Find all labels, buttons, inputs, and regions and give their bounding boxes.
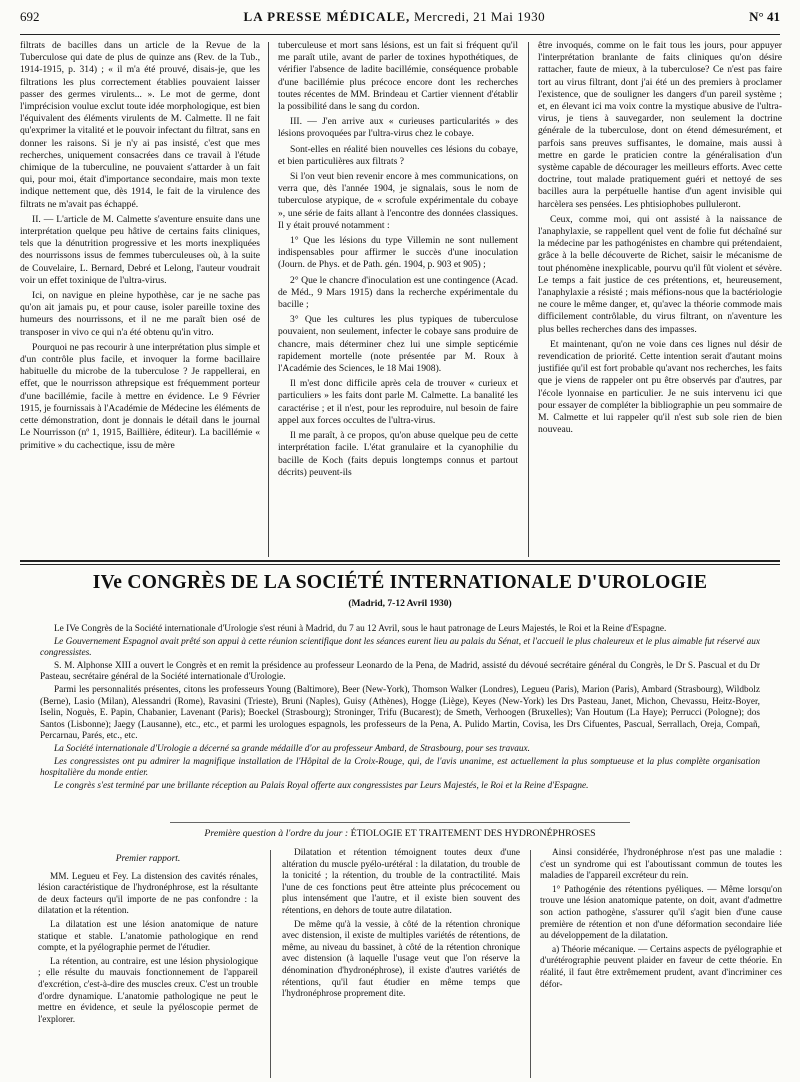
agenda-question <box>20 828 780 839</box>
congress-dates: (Madrid, 7-12 Avril 1930) <box>348 599 452 609</box>
congress-title: IVe CONGRÈS DE LA SOCIÉTÉ INTERNATIONALE D'UROLOGIE <box>92 572 708 593</box>
section-rule <box>170 822 630 823</box>
paragraph: Le IVe Congrès de la Société internationale d'Urologie s'est réuni à Madrid, du 7 au 12 Avril, sous le haut patronage de Leurs Majestés, le Roi et la Reine d'Espagne. <box>54 624 667 634</box>
paragraph: Et maintenant, qu'on ne voie dans ces lignes nul désir de revendication de priorité. Cette intention serait d'autant moins justifiée qu'il est fort probable qu'avant nos recherches, les faits que je viens de rappeler ont pu être observés par d'autres, par l'école lyonnaise en particulier. Je ne suis intervenu ici que pour essayer de compléter la bibliographie un peu sommaire de M. Calmette et lui rappeler qu'il n'est sub sole rien de bien nouveau. <box>538 338 782 436</box>
paragraph: Le Gouvernement Espagnol avait prêté son appui à cette réunion scientifique dont les séances eurent lieu au palais du Sénat, et l'accueil le plus chaleureux et le plus aimable fut réservé aux congressistes. <box>40 636 760 659</box>
question-title: ÉTIOLOGIE ET TRAITEMENT DES HYDRONÉPHROSES <box>350 828 596 839</box>
article-column-3 <box>538 40 782 558</box>
paragraph: III. — J'en arrive aux « curieuses particularités » des lésions provoquées par l'ultra-virus chez le cobaye. <box>278 116 518 140</box>
paragraph: La rétention, au contraire, est une lésion physiologique ; elle résulte du mauvais fonctionnement de l'appareil d'excrétion, c'est-à-dire des muscles creux. C'est un trouble d'ordre dynamique. L'anatomie pathologique ne peut le mettre en évidence, et seule la pyéloscopie permet de l'explorer. <box>38 956 258 1025</box>
paragraph: La Société internationale d'Urologie a décerné sa grande médaille d'or au professeur Ambard, de Strasbourg, pour ses travaux. <box>54 743 531 754</box>
header-rule <box>20 34 780 35</box>
issue-date: Mercredi, 21 Mai 1930 <box>414 9 546 24</box>
paragraph: Pourquoi ne pas recourir à une interprétation plus simple et d'un contrôle plus facile, et invoquer la forme bacillaire habituelle du microbe de la tuberculose ? Je rappellerai, en effet, que le nourrisson athrepsique est fréquemment porteur d'une bacillémie, facile à mettre en évidence. Le 9 Février 1915, je fournissais à l'Académie de Médecine les éléments de cette démonstration, dont je donnais le détail dans le journal Le Nourrisson (nº 1, 1915, Baillière, éditeur). La bacillémie « primitive » du cachectique, issu de mère <box>20 341 260 451</box>
paragraph: être invoqués, comme on le fait tous les jours, pour appuyer l'interprétation branlante de faits cliniques qu'on désire rattacher, faute de mieux, à la tuberculose? Ce n'est pas faire tort au virus filtrant, dont j'ai été un des premiers à proclamer l'existence, que de souligner les dangers d'un pareil système ; et, en élevant ici ma voix contre la mystique abusive de l'ultra-virus, je tiens à sauvegarder, non seulement la doctrine générale de la tuberculose, dont on étend démesurément, et parfois sans preuves suffisantes, le domaine, mais aussi à mettre en garde le praticien contre la généralisation d'un système capable de décourager les meilleurs efforts. Avec cette doctrine, tout malade pratiquement guéri et nettoyé de ses bacilles aura la perpétuelle hantise d'un agent invisible qui harcèlera ses pensées. Les phtisiophobes pulluleront. <box>538 40 782 210</box>
question-lead: Première question à l'ordre du jour : <box>204 828 349 839</box>
paragraph: De même qu'à la vessie, à côté de la rétention chronique avec distension, il existe de multiples variétés de rétentions, de même, au niveau du bassinet, à côté de la rétention chronique avec distension (à laquelle l'usage veut que l'on réserve la dénomination d'hydronéphrose), il existe d'autres variétés de rétentions, qu'il faut étudier en même temps que l'hydronéphrose proprement dite. <box>282 919 520 1000</box>
paragraph: II. — L'article de M. Calmette s'aventure ensuite dans une interprétation quelque peu hâtive de certains faits cliniques, tels que la dénutrition progressive et les morts inexpliquées des nourrissons issus de femmes tuberculeuses où, à la suite de Couvelaire, L. Bernard, Debré et Lelong, l'auteur voudrait voir un effet toxinique de l'ultra-virus. <box>20 213 260 286</box>
running-header <box>20 0 780 34</box>
report-body <box>20 848 782 1078</box>
article-column-1 <box>20 40 260 558</box>
paragraph: S. M. Alphonse XIII a ouvert le Congrès et en remit la présidence au professeur Leonardo de la Pena, de Madrid, assisté du dévoué secrétaire général du Congrès, le Dr S. Pascual et du Dr Pasteau, secrétaire général de la Société internationale d'Urologie. <box>40 660 760 683</box>
column-divider <box>268 42 269 557</box>
paragraph: tuberculeuse et mort sans lésions, est un fait si fréquent qu'il me paraît utile, avant de parler de toxines hypothétiques, de vérifier l'absence de ladite bacillémie, conséquence probable d'une bacillémie plus précoce encore dont les recherches toutes récentes de MM. Brindeau et Cartier viennent d'établir la possibilité dans le sang du cordon. <box>278 40 518 113</box>
column-divider <box>528 42 529 557</box>
paragraph: Il me paraît, à ce propos, qu'on abuse quelque peu de cette interprétation facile. L'état granulaire et la cyanophilie du bacille de Koch (faits depuis longtemps connus et partout décrits) peuvent-ils <box>278 430 518 478</box>
journal-title <box>244 9 546 25</box>
paragraph: 2° Que le chancre d'inoculation est une contingence (Acad. de Méd., 9 Mars 1915) dans la recherche expérimentale du bacille ; <box>278 274 518 311</box>
paragraph: Parmi les personnalités présentes, citons les professeurs Young (Baltimore), Beer (New-York), Thomson Walker (Londres), Legueu (Paris), Marion (Paris), Ambard (Strasbourg), Wildbolz (Berne), Lasio (Milan), Alessandri (Rome), Ravasini (Trieste), Bruni (Naples), Guisy (Athènes), Hogge (Liège), Keyes (New-York) les Drs Pasteau, Janet, Michon, Chevassu, Heitz-Boyer, Iselin, Noguès, E. Papin, Chabanier, Lavenant (Paris); Boeckel (Strasbourg); Stroninger, Trifu (Bucarest); de Smeth, Verhoogen (Bruxelles); Van Houtum (La Haye); Perrucci (Pologne); dos Santos (Lisbonne); Jaegy (Lausanne), etc., etc., et parmi les urologues espagnols, les professeurs de la Pena, A. Pulido Martin, Covisa, les Drs Cifuentes, Pascual, Serrallach, Oreja, Compañ, Percarnau, Parés, etc., etc. <box>40 684 760 742</box>
paragraph: Il m'est donc difficile après cela de trouver « curieux et particuliers » les faits dont parle M. Calmette. La banalité les caractérise ; et il n'est, pour les reproduire, nul besoin de faire appel aux forces occultes de l'ultra-virus. <box>278 378 518 426</box>
column-divider <box>270 850 271 1078</box>
paragraph: La dilatation est une lésion anatomique de nature statique et stable. L'anatomie pathologique en rend compte, et la pyélographie permet de l'étudier. <box>38 919 258 954</box>
paragraph: Sont-elles en réalité bien nouvelles ces lésions du cobaye, et bien particulières aux filtrats ? <box>278 143 518 167</box>
paragraph: filtrats de bacilles dans un article de la Revue de la Tuberculose qui date de plus de quinze ans (Rev. de la Tub., 1914-1915, p. 314) ; « il m'a été prouvé, disais-je, que les filtrations les plus correctement établies pouvaient laisser passer des germes virulents... ». Le mot de germe, dont l'imprécision voulue exclut toute idée morphologique, est bien l'équivalent des éléments virulents de M. Calmette. Il ne fait qu'exprimer la vitalité et le pouvoir infectant du filtrat, sans en donner les raisons. Si je n'y ai pas insisté, c'est que mes recherches, uniquement consacrées dans ce travail à l'étude chimique de la tuberculine, ne pouvaient s'attarder à un fait qui, pour moi, était d'importance secondaire, mais mon texte indique nettement que, dès 1914, le fait de la virulence des filtrats ne m'avait pas échappé. <box>20 40 260 210</box>
article-column-2 <box>278 40 518 558</box>
paragraph: a) Théorie mécanique. — Certains aspects de pyélographie et d'urétérographie peuvent plaider en faveur de cette théorie. En réalité, il faut être extrêmement prudent, avant d'incriminer ces défor- <box>540 944 782 990</box>
paragraph: 1° Pathogénie des rétentions pyéliques. — Même lorsqu'on trouve une lésion anatomique patente, on doit, avant d'admettre son action pathogène, s'assurer qu'il s'agit bien d'une cause première de rétention et non d'une déformation secondaire liée au développement de la dilatation. <box>540 884 782 942</box>
paragraph: Le congrès s'est terminé par une brillante réception au Palais Royal offerte aux congressistes par Leurs Majestés, le Roi et la Reine d'Espagne. <box>54 780 589 791</box>
paragraph: Ceux, comme moi, qui ont assisté à la naissance de l'anaphylaxie, se rappellent quel vent de folie fut déchaîné sur la médecine par les pathogénistes en chambre qui prétendaient, grâce à la belle découverte de Richet, saisir le mécanisme de tout phénomène inexplicable, pourvu qu'il fût violent et sévère. Le temps a fait justice de ces prétentions, et, heureusement, l'anaphylaxie a résisté ; mais méfions-nous que la bactériologie ne coure le même danger, et, qu'avec la théorie commode mais difficilement contrôlable, du virus filtrant, on n'aventure les plus belles recherches dans des impasses. <box>538 213 782 335</box>
report-heading: Premier rapport. <box>115 854 181 864</box>
report-column-3 <box>540 848 782 1078</box>
journal-name: LA PRESSE MÉDICALE, <box>243 9 411 24</box>
congress-report <box>40 624 760 820</box>
report-column-2 <box>282 848 520 1078</box>
issue-number: N° 41 <box>749 9 780 24</box>
paragraph: MM. Legueu et Fey. La distension des cavités rénales, lésion caractéristique de l'hydronéphrose, est la résultante de deux facteurs qu'il importe de ne pas confondre : la dilatation et la rétention. <box>38 871 258 917</box>
paragraph: 3° Que les cultures les plus typiques de tuberculose pouvaient, non seulement, infecter le cobaye sans produire de chancre, mais déterminer chez lui une simple septicémie rapidement mortelle (note présentée par M. Roux à l'Académie des Sciences, le 18 Mai 1908). <box>278 314 518 375</box>
paragraph: Dilatation et rétention témoignent toutes deux d'une altération du muscle pyélo-urétéral : la dilatation, du trouble de la tonicité ; la rétention, du trouble de la contractilité. Mais l'une de ces fonctions peut être atteinte plus précocement ou plus intensément que l'autre, et il existe bien souvent des rétentions, en dehors de toute autre dilatation. <box>282 848 520 916</box>
page-number: 692 <box>20 9 40 24</box>
paragraph: Ici, on navigue en pleine hypothèse, car je ne sache pas qu'on ait jamais pu, et pour cause, isoler pareille toxine des humeurs des nourrissons, et il ne me paraît bien osé de transposer in vivo ce qui n'a été obtenu qu'in vitro. <box>20 290 260 338</box>
section-rule <box>20 560 780 562</box>
paragraph: Ainsi considérée, l'hydronéphrose n'est pas une maladie : c'est un syndrome qui est l'aboutissant commun de toutes les maladies de l'appareil excréteur du rein. <box>540 848 782 882</box>
report-column-1 <box>38 848 258 1078</box>
paragraph: 1° Que les lésions du type Villemin ne sont nullement indispensables pour affirmer le succès d'une inoculation (Journ. de Phys. et de Path. gén. 1904, p. 903 et 905) ; <box>278 235 518 271</box>
paragraph: Les congressistes ont pu admirer la magnifique installation de l'Hôpital de la Croix-Rouge, qui, de l'avis unanime, est actuellement la plus somptueuse et la plus complète organisation hospitalière du monde entier. <box>40 756 760 779</box>
paragraph: Si l'on veut bien revenir encore à mes communications, on verra que, dès l'année 1904, je signalais, sous le nom de tuberculose atypique, de « scrofule expérimentale du cobaye », une série de faits allant à l'encontre des données classiques. Il y était prouvé notamment : <box>278 171 518 231</box>
column-divider <box>530 850 531 1078</box>
section-rule <box>20 564 780 565</box>
article-body <box>20 40 782 558</box>
